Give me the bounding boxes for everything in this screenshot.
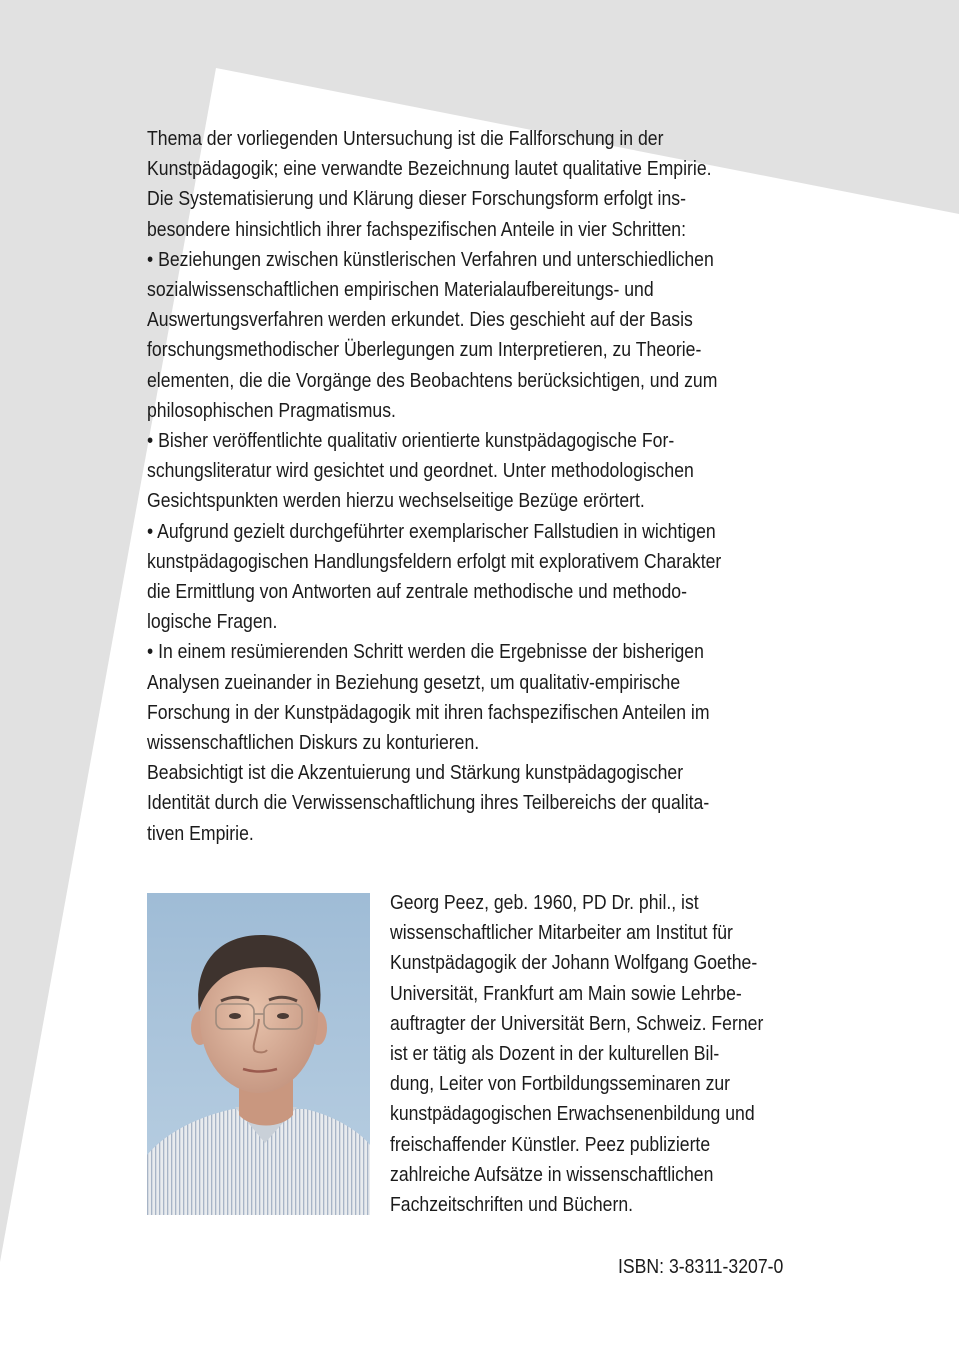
abstract-line: philosophischen Pragmatismus. xyxy=(147,398,396,422)
abstract-line: sozialwissenschaftlichen empirischen Materialaufbereitungs- und xyxy=(147,278,654,301)
abstract-line: Thema der vorliegenden Untersuchung ist die Fallforschung in der xyxy=(147,127,664,150)
abstract-line: die Ermittlung von Antworten auf zentrale methodische und methodo- xyxy=(147,580,687,603)
abstract-line: • Aufgrund gezielt durchgeführter exemplarischer Fallstudien in wichtigen xyxy=(147,519,716,543)
bio-line: Georg Peez, geb. 1960, PD Dr. phil., ist xyxy=(390,891,699,914)
bio-line: auftragter der Universität Bern, Schweiz. Ferner xyxy=(390,1011,764,1035)
abstract-line: Auswertungsverfahren werden erkundet. Dies geschieht auf der Basis xyxy=(147,308,693,332)
abstract-line: logische Fragen. xyxy=(147,610,278,634)
abstract-line: elementen, die die Vorgänge des Beobachtens berücksichtigen, und zum xyxy=(147,368,718,392)
abstract-line: forschungsmethodischer Überlegungen zum Interpretieren, zu Theorie- xyxy=(147,338,702,362)
author-photo xyxy=(147,893,370,1215)
bio-line: kunstpädagogischen Erwachsenenbildung und xyxy=(390,1102,755,1126)
abstract-line: kunstpädagogischen Handlungsfeldern erfolgt mit explorativem Charakter xyxy=(147,549,722,573)
abstract-line: Kunstpädagogik; eine verwandte Bezeichnung lautet qualitative Empirie. xyxy=(147,157,712,181)
abstract-line: Analysen zueinander in Beziehung gesetzt, um qualitativ-empirische xyxy=(147,670,681,694)
abstract-line: • Bisher veröffentlichte qualitativ orientierte kunstpädagogische For- xyxy=(147,429,675,452)
bio-line: zahlreiche Aufsätze in wissenschaftlichen xyxy=(390,1162,714,1186)
bio-line: Universität, Frankfurt am Main sowie Lehrbe- xyxy=(390,981,742,1005)
abstract-line: besondere hinsichtlich ihrer fachspezifischen Anteile in vier Schritten: xyxy=(147,217,686,241)
abstract-line: Beabsichtigt ist die Akzentuierung und Stärkung kunstpädagogischer xyxy=(147,761,684,785)
bio-line: dung, Leiter von Fortbildungsseminaren zur xyxy=(390,1072,731,1096)
abstract-line: schungsliteratur wird gesichtet und geordnet. Unter methodologischen xyxy=(147,459,694,483)
bio-line: Kunstpädagogik der Johann Wolfgang Goethe- xyxy=(390,951,758,975)
abstract-line: Forschung in der Kunstpädagogik mit ihren fachspezifischen Anteilen im xyxy=(147,700,710,724)
abstract-line: Die Systematisierung und Klärung dieser Forschungsform erfolgt ins- xyxy=(147,187,686,211)
abstract-line: Gesichtspunkten werden hierzu wechselseitige Bezüge erörtert. xyxy=(147,489,645,513)
abstract-line: Identität durch die Verwissenschaftlichung ihres Teilbereichs der qualita- xyxy=(147,791,710,815)
isbn-label: ISBN: 3-8311-3207-0 xyxy=(618,1255,784,1278)
abstract-line: tiven Empirie. xyxy=(147,821,254,845)
bio-line: freischaffender Künstler. Peez publizierte xyxy=(390,1132,711,1156)
abstract-line: • Beziehungen zwischen künstlerischen Verfahren und unterschiedlichen xyxy=(147,247,714,271)
bio-line: ist er tätig als Dozent in der kulturellen Bil- xyxy=(390,1042,720,1065)
abstract-line: wissenschaftlichen Diskurs zu konturieren. xyxy=(147,731,480,754)
bio-line: Fachzeitschriften und Büchern. xyxy=(390,1193,634,1216)
abstract-line: • In einem resümierenden Schritt werden die Ergebnisse der bisherigen xyxy=(147,640,704,664)
bio-line: wissenschaftlicher Mitarbeiter am Institut für xyxy=(390,921,733,945)
